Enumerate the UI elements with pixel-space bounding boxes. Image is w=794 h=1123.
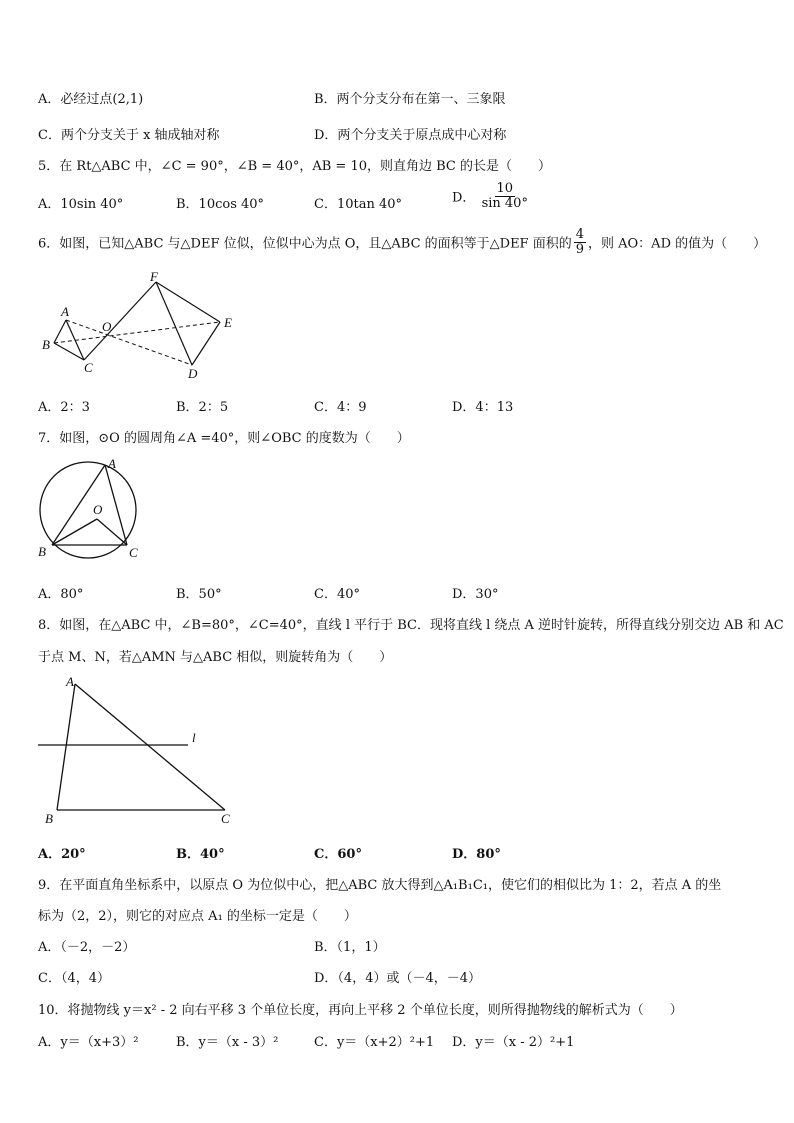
segment-fe: [156, 282, 220, 322]
q9-option-a: A．（－2，－2）: [38, 940, 136, 955]
label-d: D: [188, 366, 198, 381]
label-b: B: [42, 337, 50, 352]
segment-fd: [156, 282, 192, 365]
q7-option-d: D．30°: [452, 587, 499, 602]
segment-ab: [57, 684, 75, 810]
q10-stem: 10．将抛物线 y＝x² - 2 向右平移 3 个单位长度，再向上平移 2 个单位长度，则所得抛物线的解析式为（ ）: [38, 1003, 683, 1018]
fraction-denominator: 9: [575, 241, 584, 257]
q4-option-c: C．两个分支关于 x 轴成轴对称: [38, 128, 220, 143]
q8-stem-line1: 8．如图，在△ABC 中，∠B=80°，∠C=40°，直线 l 平行于 BC．现将直线 l 绕点 A 逆时针旋转，所得直线分别交边 AB 和 AC: [38, 618, 784, 633]
q5-option-b: B．10cos 40°: [176, 197, 265, 212]
q6-option-b: B．2：5: [176, 400, 229, 415]
label-a: A: [66, 674, 74, 689]
q6-option-a: A．2：3: [38, 400, 90, 415]
q9-option-c: C．（4，4）: [38, 971, 110, 986]
label-c: C: [221, 811, 230, 826]
segment-ac: [75, 684, 225, 810]
label-c: C: [84, 360, 93, 375]
q6-fraction: [574, 228, 586, 256]
radius-ob: [52, 519, 97, 545]
q7-figure: [30, 455, 150, 565]
q9-stem-line1: 9．在平面直角坐标系中，以原点 O 为位似中心，把△ABC 放大得到△A₁B₁C₁，使它们的相似比为 1：2，若点 A 的坐: [38, 878, 722, 893]
label-o: O: [93, 502, 103, 517]
q4-option-b: B．两个分支分布在第一、三象限: [314, 92, 506, 107]
q9-stem-line2: 标为（2，2），则它的对应点 A₁ 的坐标一定是（ ）: [38, 909, 357, 924]
q8-stem-line2: 于点 M、N，若△AMN 与△ABC 相似，则旋转角为（ ）: [38, 650, 393, 665]
q7-option-c: C．40°: [314, 587, 360, 602]
q5-stem: 5．在 Rt△ABC 中，∠C = 90°，∠B = 40°，AB = 10，则直角边 BC 的长是（ ）: [38, 159, 552, 174]
fraction-numerator: 10: [496, 181, 514, 196]
q10-option-d: D．y＝（x - 2）²+1: [452, 1035, 575, 1050]
q8-figure: [30, 672, 240, 832]
q9-option-d: D．（4，4）或（－4，－4）: [314, 971, 482, 986]
q5-option-a: A．10sin 40°: [38, 197, 124, 212]
q4-option-d: D．两个分支关于原点成中心对称: [314, 128, 507, 143]
label-f: F: [150, 269, 158, 284]
q6-option-c: C．4：9: [314, 400, 367, 415]
q6-figure: [30, 265, 260, 385]
label-a: A: [61, 304, 69, 319]
radius-oc: [97, 519, 127, 545]
q10-option-b: B．y＝（x - 3）²: [176, 1035, 279, 1050]
fraction-denominator: sin 40°: [481, 195, 528, 211]
q10-option-c: C．y＝（x+2）²+1: [314, 1035, 435, 1050]
q6-stem-post: ，则 AO：AD 的值为（ ）: [588, 236, 767, 252]
q5-option-c: C．10tan 40°: [314, 197, 403, 212]
segment-ab: [54, 320, 66, 343]
q6-option-d: D．4：13: [452, 400, 514, 415]
dashed-be: [54, 322, 220, 343]
q5-option-d-prefix: D．: [452, 190, 476, 206]
label-l: l: [192, 730, 196, 745]
label-a: A: [108, 456, 116, 471]
segment-ed: [192, 322, 220, 365]
label-e: E: [224, 315, 232, 330]
label-o: O: [102, 319, 112, 334]
q5-option-d-fraction: [482, 182, 528, 210]
q9-option-b: B．（1，1）: [314, 940, 386, 955]
q8-option-b: B．40°: [176, 847, 225, 862]
q8-option-a: A．20°: [38, 847, 86, 862]
q5-option-d: [452, 182, 530, 210]
q8-option-c: C．60°: [314, 847, 362, 862]
q10-option-a: A．y＝（x+3）²: [38, 1035, 139, 1050]
segment-bc: [54, 343, 84, 360]
label-b: B: [45, 811, 53, 826]
label-b: B: [38, 544, 46, 559]
fraction-numerator: 4: [575, 227, 584, 242]
q7-option-b: B．50°: [176, 587, 222, 602]
q6-stem: [38, 228, 766, 256]
q7-stem: 7．如图，⊙O 的圆周角∠A =40°，则∠OBC 的度数为（ ）: [38, 431, 410, 446]
label-c: C: [129, 545, 138, 560]
q8-option-d: D．80°: [452, 847, 501, 862]
q4-option-a: A．必经过点(2,1): [38, 92, 144, 107]
q6-stem-pre: 6．如图，已知△ABC 与△DEF 位似，位似中心为点 O，且△ABC 的面积等于△DEF 面积的: [38, 236, 572, 252]
q7-option-a: A．80°: [38, 587, 84, 602]
